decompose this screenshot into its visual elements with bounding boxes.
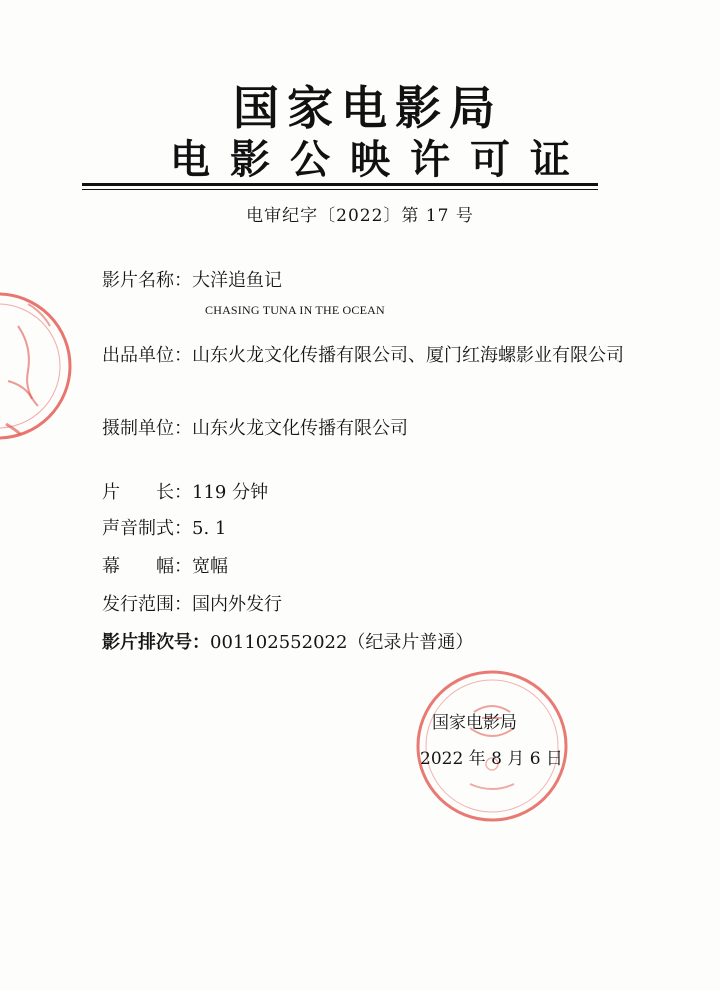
release-label: 发行范围： — [102, 594, 192, 615]
issuer-signature: 国家电影局 — [432, 713, 517, 733]
screen-row — [102, 552, 228, 582]
header-rule-thick — [82, 183, 598, 186]
authority-title: 国家电影局 — [233, 81, 503, 135]
producer-value: 山东火龙文化传播有限公司、厦门红海螺影业有限公司 — [192, 345, 624, 366]
film-title-cn: 大洋追鱼记 — [192, 270, 282, 291]
length-value: 119 分钟 — [192, 482, 269, 503]
sound-value: 5. 1 — [192, 518, 227, 539]
license-title: 电影公映许可证 — [170, 137, 590, 183]
producer-row — [102, 341, 632, 371]
screen-label: 幕 幅： — [102, 556, 192, 577]
film-title-label: 影片名称： — [102, 270, 192, 291]
serial-value: 001102552022（纪录片普通） — [210, 632, 474, 653]
release-value: 国内外发行 — [192, 594, 282, 615]
release-row — [102, 590, 282, 620]
sound-row — [102, 514, 226, 544]
production-value: 山东火龙文化传播有限公司 — [192, 418, 408, 439]
producer-label: 出品单位： — [102, 345, 192, 366]
header-rule-thin — [82, 189, 598, 190]
film-title-row — [102, 266, 282, 296]
production-row — [102, 414, 408, 444]
film-title-en: CHASING TUNA IN THE OCEAN — [205, 303, 385, 317]
left-edge-seal — [0, 286, 80, 446]
sound-label: 声音制式： — [102, 518, 192, 539]
screen-value: 宽幅 — [192, 556, 228, 577]
document-number: 电审纪字〔2022〕第 17 号 — [246, 206, 474, 226]
length-row — [102, 478, 268, 508]
issue-date: 2022 年 8 月 6 日 — [420, 749, 563, 769]
length-label: 片 长： — [102, 482, 192, 503]
serial-label: 影片排次号： — [102, 632, 210, 653]
serial-row — [102, 628, 473, 658]
production-label: 摄制单位： — [102, 418, 192, 439]
